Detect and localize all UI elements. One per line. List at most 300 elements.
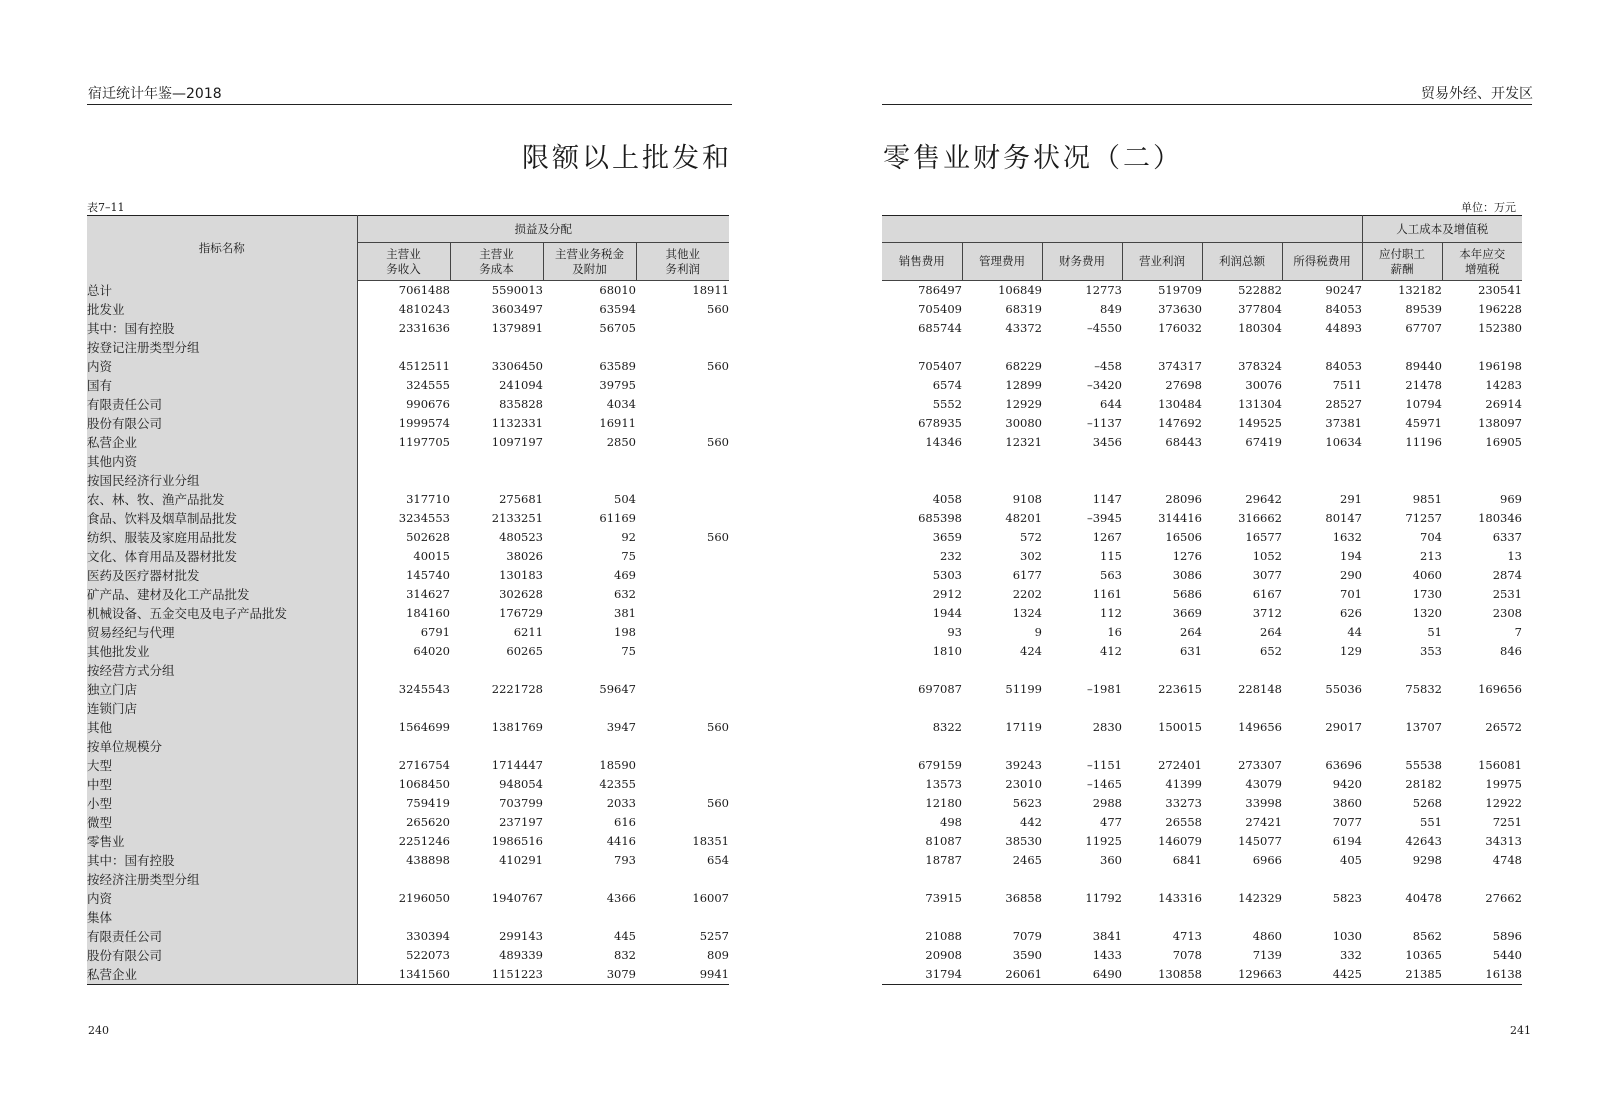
table-cell: 1097197 [491,435,543,449]
table-cell: 11196 [1405,435,1442,449]
row-label: 机械设备、五金交电及电子产品批发 [87,604,357,623]
table-cell: 290 [1340,568,1362,582]
table-cell [636,452,729,471]
row-label: 文化、体育用品及器材批发 [87,547,357,566]
table-row [87,490,729,509]
table-cell [636,414,729,433]
table-cell: 42643 [1405,834,1442,848]
table-row [882,547,1522,566]
table-cell: 194 [1340,549,1362,563]
row-label: 有限责任公司 [87,927,357,946]
table-cell: 13 [1507,549,1522,563]
table-cell: 3841 [1092,929,1122,943]
table-cell [1442,908,1522,927]
table-cell: 18911 [692,283,729,297]
table-cell [636,509,729,528]
row-label: 农、林、牧、渔产品批发 [87,490,357,509]
table-cell: 55538 [1405,758,1442,772]
table-cell: 21088 [925,929,962,943]
table-row [882,490,1522,509]
table-cell: 2830 [1092,720,1122,734]
table-cell [450,737,543,756]
table-cell [636,908,729,927]
table-cell [1122,338,1202,357]
table-cell: 4748 [1492,853,1522,867]
table-cell: –3420 [1086,378,1122,392]
table-cell: 115 [1100,549,1122,563]
table-cell: 9941 [699,967,729,981]
group-header-blank [882,216,1362,243]
table-cell: 29642 [1245,492,1282,506]
table-cell: 40478 [1405,891,1442,905]
table-row [882,604,1522,623]
table-cell: 2331636 [398,321,450,335]
table-cell: 5440 [1492,948,1522,962]
table-cell [1202,661,1282,680]
table-row [882,642,1522,661]
table-cell: 13707 [1405,720,1442,734]
table-cell: 228148 [1238,682,1282,696]
table-row [87,946,729,965]
table-cell: 142329 [1238,891,1282,905]
table-cell: 12899 [1005,378,1042,392]
row-label: 其中：国有控股 [87,319,357,338]
table-cell [450,908,543,927]
table-cell [357,737,450,756]
header-rule-right [882,104,1532,105]
table-cell: 560 [707,720,729,734]
table-cell: 3669 [1172,606,1202,620]
table-cell: 835828 [499,397,543,411]
table-cell [1282,908,1362,927]
table-cell: 48201 [1005,511,1042,525]
row-label: 股份有限公司 [87,414,357,433]
table-cell: 1433 [1092,948,1122,962]
table-cell [636,319,729,338]
table-cell: 560 [707,359,729,373]
table-cell: 93 [947,625,962,639]
right-data-table [882,215,1522,985]
table-cell: 502628 [406,530,450,544]
table-cell [1442,870,1522,889]
table-row [882,509,1522,528]
table-cell: 560 [707,435,729,449]
table-cell: 73915 [925,891,962,905]
table-cell: 51199 [1005,682,1042,696]
table-cell [1042,661,1122,680]
table-row [87,794,729,813]
row-label: 微型 [87,813,357,832]
table-cell: 5896 [1492,929,1522,943]
table-cell: 3234553 [398,511,450,525]
table-row [882,908,1522,927]
table-cell: 705409 [918,302,962,316]
table-cell: 405 [1340,853,1362,867]
table-cell [450,452,543,471]
table-row [882,338,1522,357]
table-cell: 16905 [1485,435,1522,449]
unit-label: 单位：万元 [1461,201,1516,214]
table-cell: 1276 [1172,549,1202,563]
table-cell: 4060 [1412,568,1442,582]
table-cell: 11792 [1085,891,1122,905]
table-cell: 27421 [1245,815,1282,829]
table-cell [543,452,636,471]
running-header-left: 宿迁统计年鉴—2018 [88,86,222,102]
table-cell [1362,661,1442,680]
table-cell: 42355 [599,777,636,791]
table-cell [1122,737,1202,756]
table-cell: 13573 [925,777,962,791]
table-row [87,832,729,851]
table-cell [882,870,962,889]
table-cell: 7077 [1332,815,1362,829]
table-cell: 68319 [1005,302,1042,316]
table-cell: 28182 [1405,777,1442,791]
table-cell: 3947 [606,720,636,734]
table-cell: 169656 [1478,682,1522,696]
table-cell: 1381769 [491,720,543,734]
table-cell: 1986516 [491,834,543,848]
table-cell: 373630 [1158,302,1202,316]
table-cell: 948054 [499,777,543,791]
table-cell: 314416 [1158,511,1202,525]
left-col-header: 主营业务税金 及附加 [543,243,636,281]
table-row [882,756,1522,775]
table-row [87,908,729,927]
table-row [87,775,729,794]
table-cell [636,566,729,585]
table-cell: 7061488 [398,283,450,297]
table-cell: 1030 [1332,929,1362,943]
row-label: 批发业 [87,300,357,319]
table-cell [636,623,729,642]
table-cell: 2033 [606,796,636,810]
table-cell: 6574 [932,378,962,392]
table-cell [882,737,962,756]
table-cell: 89440 [1405,359,1442,373]
table-cell: 37381 [1325,416,1362,430]
left-data-table [87,215,729,985]
table-cell: 27662 [1485,891,1522,905]
table-row [882,965,1522,985]
table-cell: 4810243 [398,302,450,316]
row-label: 私营企业 [87,433,357,452]
table-cell: 71257 [1405,511,1442,525]
table-cell: 2912 [932,587,962,601]
table-row [882,357,1522,376]
table-cell: 176729 [499,606,543,620]
table-cell: 56705 [599,321,636,335]
table-cell: 412 [1100,644,1122,658]
table-row [87,433,729,452]
table-cell: 378324 [1238,359,1282,373]
table-cell: 572 [1020,530,1042,544]
table-row [87,870,729,889]
table-row [882,946,1522,965]
table-cell [636,870,729,889]
table-cell: –1981 [1086,682,1122,696]
table-cell: 846 [1500,644,1522,658]
table-cell: 21385 [1405,967,1442,981]
table-cell: 616 [614,815,636,829]
table-cell: 106849 [998,283,1042,297]
table-cell: 44 [1347,625,1362,639]
table-cell: 2308 [1492,606,1522,620]
table-cell: 67707 [1405,321,1442,335]
table-cell: 4058 [932,492,962,506]
table-cell: 631 [1180,644,1202,658]
table-cell: 180304 [1238,321,1282,335]
table-cell: 75 [621,549,636,563]
row-label: 其中：国有控股 [87,851,357,870]
row-label: 按国民经济行业分组 [87,471,357,490]
table-cell: 138097 [1478,416,1522,430]
table-cell: 969 [1500,492,1522,506]
table-row [87,718,729,737]
table-cell: 438898 [406,853,450,867]
table-cell [1122,699,1202,718]
table-row [882,851,1522,870]
table-cell: 28096 [1165,492,1202,506]
table-cell: 26061 [1005,967,1042,981]
table-cell: 849 [1100,302,1122,316]
table-cell: 5552 [932,397,962,411]
table-cell: 1810 [932,644,962,658]
table-cell: 302 [1020,549,1042,563]
table-row [87,680,729,699]
table-cell [636,680,729,699]
table-cell: 4512511 [398,359,450,373]
table-cell: 213 [1420,549,1442,563]
table-cell [1442,737,1522,756]
table-cell: 196228 [1478,302,1522,316]
table-cell: 6490 [1092,967,1122,981]
table-cell: 353 [1420,644,1442,658]
table-cell: 29017 [1325,720,1362,734]
table-row [882,699,1522,718]
table-cell: 26558 [1165,815,1202,829]
table-cell: 3456 [1092,435,1122,449]
table-cell [962,699,1042,718]
table-cell: 6194 [1332,834,1362,848]
table-row [882,433,1522,452]
group-header-labor-vat: 人工成本及增值税 [1362,216,1522,243]
table-cell: 20908 [925,948,962,962]
table-cell [1122,870,1202,889]
table-cell: 84053 [1325,302,1362,316]
table-cell: 332 [1340,948,1362,962]
table-cell: 63696 [1325,758,1362,772]
table-row [882,718,1522,737]
table-cell [636,661,729,680]
table-row [87,319,729,338]
table-cell: 786497 [918,283,962,297]
table-cell [543,908,636,927]
table-cell: 809 [707,948,729,962]
table-cell [357,870,450,889]
table-cell: –1151 [1086,758,1122,772]
table-row [882,452,1522,471]
table-row [882,623,1522,642]
table-cell: 381 [614,606,636,620]
table-cell: 180346 [1478,511,1522,525]
table-cell: 2221728 [491,682,543,696]
table-cell: 92 [621,530,636,544]
row-label: 贸易经纪与代理 [87,623,357,642]
table-cell [1442,699,1522,718]
table-cell: 18590 [599,758,636,772]
table-cell [357,908,450,927]
table-cell: 230541 [1478,283,1522,297]
table-cell: 43372 [1005,321,1042,335]
table-row [882,414,1522,433]
row-label: 医药及医疗器材批发 [87,566,357,585]
table-cell: 6841 [1172,853,1202,867]
table-cell: 26572 [1485,720,1522,734]
table-cell: 10365 [1405,948,1442,962]
table-cell: 38026 [506,549,543,563]
row-label: 连锁门店 [87,699,357,718]
table-cell: 129663 [1238,967,1282,981]
table-cell [962,338,1042,357]
table-cell: 5268 [1412,796,1442,810]
table-row [882,471,1522,490]
table-cell [636,775,729,794]
table-cell [1202,870,1282,889]
table-cell: 9298 [1412,853,1442,867]
table-cell: 19975 [1485,777,1522,791]
table-cell: 3860 [1332,796,1362,810]
table-cell: 2465 [1012,853,1042,867]
table-cell: 11925 [1085,834,1122,848]
table-cell: 264 [1260,625,1282,639]
table-cell [962,471,1042,490]
table-cell: 81087 [925,834,962,848]
table-cell: 265620 [406,815,450,829]
row-label: 集体 [87,908,357,927]
table-cell [1362,870,1442,889]
table-cell: 2202 [1012,587,1042,601]
table-cell: 55036 [1325,682,1362,696]
table-cell [1042,452,1122,471]
left-col-header: 主营业 务收入 [357,243,450,281]
table-cell: 16911 [599,416,636,430]
table-cell: 498 [940,815,962,829]
table-cell: 704 [1420,530,1442,544]
table-cell [1282,338,1362,357]
table-cell: 2716754 [398,758,450,772]
table-cell: –4550 [1086,321,1122,335]
table-cell: 360 [1100,853,1122,867]
table-row [882,528,1522,547]
table-cell [636,642,729,661]
table-cell [357,471,450,490]
table-cell: 60265 [506,644,543,658]
table-cell [1362,338,1442,357]
table-cell [357,699,450,718]
table-cell: 330394 [406,929,450,943]
table-cell: 14283 [1485,378,1522,392]
table-cell: 5590013 [491,283,543,297]
table-cell: –1137 [1086,416,1122,430]
table-cell: 1999574 [398,416,450,430]
table-cell: 130484 [1158,397,1202,411]
table-cell [1282,737,1362,756]
table-cell [450,471,543,490]
table-cell: 6337 [1492,530,1522,544]
table-cell: 701 [1340,587,1362,601]
left-col-header: 主营业 务成本 [450,243,543,281]
table-cell: 632 [614,587,636,601]
running-header-right: 贸易外经、开发区 [1421,86,1533,102]
table-cell [1202,699,1282,718]
table-row [882,281,1522,301]
table-cell: 75 [621,644,636,658]
table-cell [1282,661,1362,680]
table-cell [1042,737,1122,756]
table-cell: 8562 [1412,929,1442,943]
table-cell: 3590 [1012,948,1042,962]
table-cell [882,661,962,680]
table-row [882,395,1522,414]
table-cell: 1940767 [491,891,543,905]
table-cell [1122,452,1202,471]
table-cell: 9420 [1332,777,1362,791]
table-cell: 685744 [918,321,962,335]
table-cell: 33998 [1245,796,1282,810]
row-label: 有限责任公司 [87,395,357,414]
table-number: 表7–11 [87,201,125,214]
table-cell: 12922 [1485,796,1522,810]
table-cell: 90247 [1325,283,1362,297]
table-cell [1202,908,1282,927]
header-rule-left [87,104,732,105]
table-cell: 16007 [692,891,729,905]
table-row [87,623,729,642]
table-row [87,965,729,985]
table-cell: 1320 [1412,606,1442,620]
row-label: 私营企业 [87,965,357,985]
table-row [87,851,729,870]
table-cell: 3245543 [398,682,450,696]
table-cell [450,338,543,357]
table-cell: 130858 [1158,967,1202,981]
table-cell: 560 [707,530,729,544]
table-cell: 9108 [1012,492,1042,506]
table-cell: 16577 [1245,530,1282,544]
table-cell [543,338,636,357]
table-cell: 990676 [406,397,450,411]
table-cell [450,870,543,889]
table-cell: 16 [1107,625,1122,639]
row-label: 国有 [87,376,357,395]
table-cell: 44893 [1325,321,1362,335]
table-row [87,471,729,490]
table-cell: –3945 [1086,511,1122,525]
table-cell: 374317 [1158,359,1202,373]
table-row [87,528,729,547]
table-cell: 131304 [1238,397,1282,411]
table-row [87,414,729,433]
table-cell: 145740 [406,568,450,582]
table-cell: 5257 [699,929,729,943]
table-cell [1122,471,1202,490]
table-cell: 4366 [606,891,636,905]
table-cell: 3079 [606,967,636,981]
table-cell: 275681 [499,492,543,506]
table-cell: 477 [1100,815,1122,829]
